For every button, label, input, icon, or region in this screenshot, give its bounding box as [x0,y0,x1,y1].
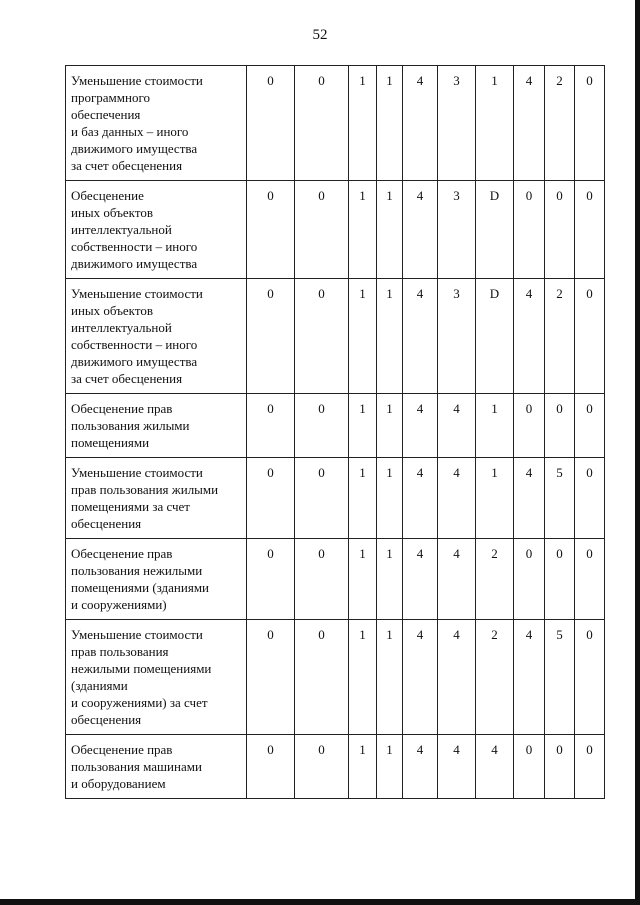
code-cell: 4 [403,66,438,181]
code-cell: 0 [295,620,349,735]
table-row [66,66,605,181]
code-cell: 0 [545,394,575,458]
code-cell: 4 [514,458,545,539]
code-cell: 1 [377,279,403,394]
code-cell: 4 [403,279,438,394]
code-cell: 4 [403,458,438,539]
code-cell: 4 [403,181,438,279]
code-cell: 0 [295,735,349,799]
code-cell: 0 [247,66,295,181]
code-cell: 0 [575,181,605,279]
table-row [66,394,605,458]
code-cell: 0 [514,735,545,799]
code-cell: 3 [438,279,476,394]
code-cell: 0 [295,181,349,279]
code-cell: 2 [545,279,575,394]
code-cell: D [476,181,514,279]
account-codes-table-wrapper [65,65,605,799]
row-label: Обесценение прав пользования машинами и оборудованием [66,735,247,799]
code-cell: 1 [349,458,377,539]
code-cell: 4 [514,620,545,735]
code-cell: 2 [476,620,514,735]
code-cell: 0 [295,394,349,458]
code-cell: 1 [349,539,377,620]
code-cell: 1 [476,458,514,539]
code-cell: 0 [575,539,605,620]
scan-border-bottom [0,899,640,905]
table-row [66,735,605,799]
code-cell: 0 [247,181,295,279]
code-cell: 4 [438,735,476,799]
row-label: Обесценение прав пользования нежилыми помещениями (зданиями и сооружениями) [66,539,247,620]
code-cell: 4 [403,620,438,735]
code-cell: 1 [377,66,403,181]
code-cell: 0 [575,66,605,181]
code-cell: 0 [575,458,605,539]
account-codes-table [65,65,605,799]
code-cell: 0 [545,181,575,279]
code-cell: 1 [349,735,377,799]
code-cell: 4 [403,539,438,620]
code-cell: 1 [377,539,403,620]
code-cell: 1 [377,181,403,279]
code-cell: 1 [349,620,377,735]
code-cell: 3 [438,181,476,279]
code-cell: 1 [377,394,403,458]
table-row [66,620,605,735]
row-label: Уменьшение стоимости прав пользования жилыми помещениями за счет обесценения [66,458,247,539]
code-cell: 0 [514,539,545,620]
code-cell: 4 [514,279,545,394]
scan-border-right [635,0,640,905]
code-cell: 4 [438,539,476,620]
code-cell: 0 [295,539,349,620]
table-row [66,458,605,539]
code-cell: 0 [247,735,295,799]
row-label: Обесценение прав пользования жилыми помещениями [66,394,247,458]
table-row [66,279,605,394]
code-cell: 4 [514,66,545,181]
code-cell: 0 [514,181,545,279]
code-cell: 0 [545,735,575,799]
row-label: Уменьшение стоимости программного обеспечения и баз данных – иного движимого имущества за счет обесценения [66,66,247,181]
code-cell: 1 [476,66,514,181]
code-cell: 0 [295,279,349,394]
code-cell: 0 [295,66,349,181]
code-cell: 0 [575,620,605,735]
code-cell: 0 [575,735,605,799]
code-cell: 4 [438,458,476,539]
code-cell: 1 [377,620,403,735]
code-cell: 0 [247,279,295,394]
page-number: 52 [312,27,328,43]
code-cell: 4 [476,735,514,799]
code-cell: 1 [349,394,377,458]
code-cell: 0 [247,620,295,735]
code-cell: 1 [349,66,377,181]
code-cell: 2 [476,539,514,620]
table-row [66,539,605,620]
code-cell: 1 [349,279,377,394]
code-cell: 4 [438,394,476,458]
code-cell: 1 [377,458,403,539]
code-cell: 0 [247,539,295,620]
code-cell: 0 [575,279,605,394]
code-cell: 4 [438,620,476,735]
row-label: Обесценение иных объектов интеллектуальной собственности – иного движимого имущества [66,181,247,279]
code-cell: 4 [403,735,438,799]
table-row [66,181,605,279]
code-cell: 5 [545,458,575,539]
row-label: Уменьшение стоимости прав пользования нежилыми помещениями (зданиями и сооружениями) за счет обесценения [66,620,247,735]
code-cell: 1 [377,735,403,799]
code-cell: 0 [247,394,295,458]
code-cell: 0 [247,458,295,539]
code-cell: 1 [476,394,514,458]
code-cell: 4 [403,394,438,458]
code-cell: 1 [349,181,377,279]
row-label: Уменьшение стоимости иных объектов интеллектуальной собственности – иного движимого имущества за счет обесценения [66,279,247,394]
code-cell: 2 [545,66,575,181]
code-cell: 5 [545,620,575,735]
code-cell: 0 [545,539,575,620]
code-cell: D [476,279,514,394]
code-cell: 3 [438,66,476,181]
code-cell: 0 [295,458,349,539]
code-cell: 0 [514,394,545,458]
code-cell: 0 [575,394,605,458]
